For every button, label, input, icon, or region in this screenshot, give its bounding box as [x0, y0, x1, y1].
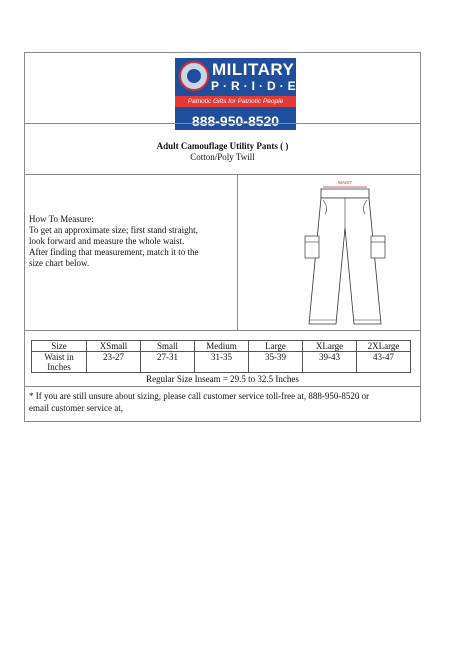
- product-subtitle: Cotton/Poly Twill: [190, 152, 255, 162]
- logo-tagline: Patriotic Gifts for Patriotic People: [175, 96, 296, 107]
- table-header-cell: Large: [249, 341, 303, 352]
- waistband: [321, 189, 369, 198]
- product-title: Adult Camouflage Utility Pants ( ): [156, 141, 289, 151]
- table-cell: 35-39: [249, 352, 303, 373]
- measure-heading: How To Measure:: [29, 214, 94, 224]
- waist-label: WAIST: [337, 180, 353, 185]
- left-cargo-pocket: [305, 236, 319, 258]
- table-header-cell: Medium: [195, 341, 249, 352]
- divider: [25, 174, 420, 175]
- measure-line: To get an approximate size; first stand straight,: [29, 225, 198, 235]
- row-label-line: Inches: [47, 362, 71, 372]
- table-cell: 23-27: [87, 352, 141, 373]
- size-chart-sheet: [24, 52, 421, 422]
- table-row: [32, 352, 411, 373]
- inseam-note: Regular Size Inseam = 29.5 to 32.5 Inches: [146, 374, 299, 384]
- divider: [25, 330, 420, 331]
- table-cell: 27-31: [141, 352, 195, 373]
- flag-emblem-icon: [179, 61, 209, 91]
- table-header-cell: Small: [141, 341, 195, 352]
- table-cell: 43-47: [357, 352, 411, 373]
- how-to-measure: [29, 214, 234, 269]
- right-cargo-pocket: [371, 236, 385, 258]
- logo-banner: [175, 58, 300, 112]
- note-line: * If you are still unsure about sizing, please call customer service toll-free at, 888-950-8520 or: [29, 391, 370, 401]
- measure-line: size chart below.: [29, 258, 90, 268]
- size-table: [31, 340, 411, 373]
- logo-brand-top: MILITARY: [212, 60, 295, 79]
- measure-line: look forward and measure the whole waist.: [29, 236, 185, 246]
- table-header-row: [32, 341, 411, 352]
- divider: [25, 386, 420, 387]
- logo-phone: 888-950-8520: [175, 112, 296, 130]
- logo-brand-bottom: P·R·I·D·E: [211, 79, 300, 93]
- military-pride-logo: [175, 58, 300, 130]
- measure-line: After finding that measurement, match it to the: [29, 247, 199, 257]
- table-header-cell: Size: [32, 341, 87, 352]
- table-header-cell: XSmall: [87, 341, 141, 352]
- table-header-cell: XLarge: [303, 341, 357, 352]
- divider: [25, 123, 420, 124]
- table-cell: 31-35: [195, 352, 249, 373]
- customer-service-note: [29, 390, 417, 414]
- column-divider: [237, 174, 238, 330]
- row-label-line: Waist in: [44, 352, 74, 362]
- note-line: email customer service at,: [29, 403, 123, 413]
- row-label-cell: [32, 352, 87, 373]
- cargo-pants-diagram: [285, 176, 405, 331]
- table-cell: 39-43: [303, 352, 357, 373]
- table-header-cell: 2XLarge: [357, 341, 411, 352]
